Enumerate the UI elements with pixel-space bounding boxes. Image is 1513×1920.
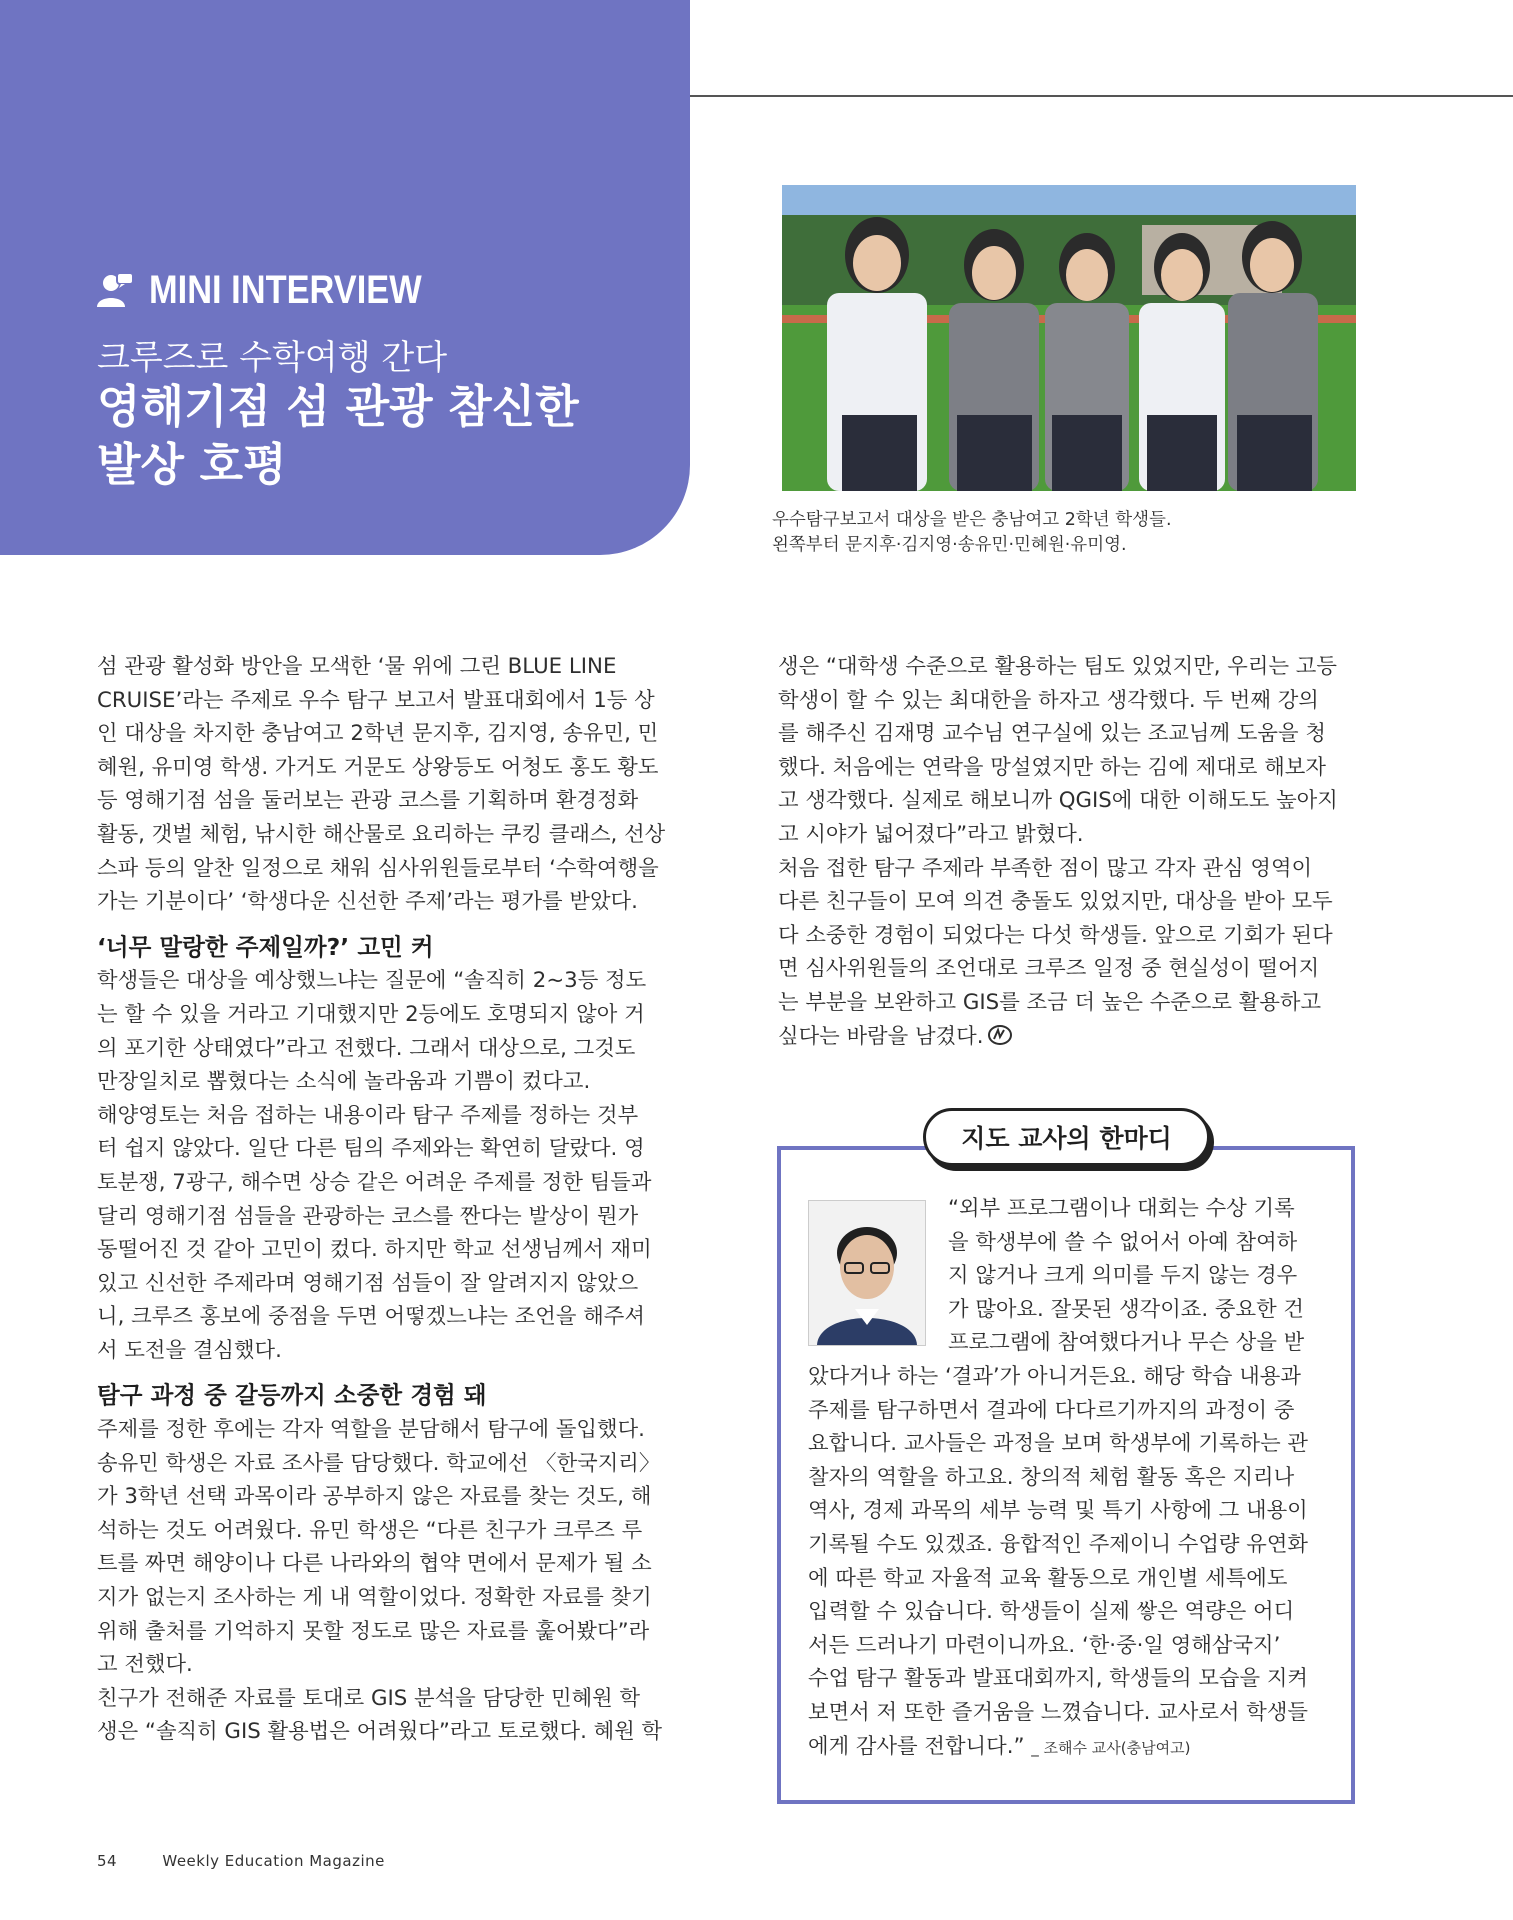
body-line: 학생이 할 수 있는 최대한을 하자고 생각했다. 두 번째 강의 (778, 687, 1319, 713)
body-line: 생은 “대학생 수준으로 활용하는 팀도 있었지만, 우리는 고등 (778, 654, 1337, 679)
quote-line: 에 따른 학교 자율적 교육 활동으로 개인별 세특에도 (808, 1565, 1288, 1591)
body-line: 처음 접한 탐구 주제라 부족한 점이 많고 각자 관심 영역이 (778, 855, 1313, 881)
article-headline (97, 378, 579, 494)
section-heading: ‘너무 말랑한 주제일까?’ 고민 커 (97, 932, 434, 961)
body-line: 고 전했다. (97, 1652, 193, 1678)
body-line: 동떨어진 것 같아 고민이 컸다. 하지만 학교 선생님께서 재미 (97, 1237, 652, 1263)
quote-line: 찰자의 역할을 하고요. 창의적 체험 활동 혹은 지리나 (808, 1464, 1295, 1490)
body-line: 는 부분을 보완하고 GIS를 조금 더 높은 수준으로 활용하고 (778, 989, 1322, 1015)
quote-attribution: _ 조해수 교사(충남여고) (1031, 1738, 1191, 1757)
headline-line: 발상 호평 (97, 438, 287, 491)
section-heading: 탐구 과정 중 갈등까지 소중한 경험 돼 (97, 1381, 487, 1410)
body-line: 고 시야가 넓어졌다”라고 밝혔다. (778, 821, 1084, 847)
body-line: 니, 크루즈 홍보에 중점을 두면 어떻겠느냐는 조언을 해주셔 (97, 1304, 645, 1330)
quote-line: 았다거나 하는 ‘결과’가 아니거든요. 해당 학습 내용과 (808, 1364, 1301, 1389)
body-line-last (778, 1020, 1358, 1054)
body-line: 가는 기분이다’ ‘학생다운 신선한 주제’라는 평가를 받았다. (97, 889, 638, 915)
teacher-box-title: 지도 교사의 한마디 (923, 1108, 1210, 1166)
quote-line: 역사, 경제 과목의 세부 능력 및 특기 사항에 그 내용이 (808, 1498, 1308, 1524)
body-line: 인 대상을 차지한 충남여고 2학년 문지후, 김지영, 송유민, 민 (97, 721, 659, 747)
body-line: 가 3학년 선택 과목이라 공부하지 않은 자료를 찾는 것도, 해 (97, 1484, 652, 1510)
right-column (778, 650, 1358, 1053)
headline-line: 영해기점 섬 관광 참신한 (97, 380, 579, 433)
article-subtitle: 크루즈로 수학여행 간다 (97, 338, 448, 378)
body-line: 친구가 전해준 자료를 토대로 GIS 분석을 담당한 민혜원 학 (97, 1685, 641, 1711)
body-line: 해양영토는 처음 접하는 내용이라 탐구 주제를 정하는 것부 (97, 1102, 639, 1128)
top-rule (690, 95, 1513, 97)
body-line: 는 할 수 있을 거라고 기대했지만 2등에도 호명되지 않아 거 (97, 1001, 645, 1027)
body-line: 지가 없는지 조사하는 게 내 역할이었다. 정확한 자료를 찾기 (97, 1585, 652, 1611)
body-line: 만장일치로 뽑혔다는 소식에 놀라움과 기쁨이 컸다고. (97, 1069, 591, 1095)
body-line: 했다. 처음에는 연락을 망설였지만 하는 김에 제대로 해보자 (778, 754, 1326, 780)
body-line: 고 생각했다. 실제로 해보니까 QGIS에 대한 이해도도 높아지 (778, 788, 1338, 814)
body-line: 터 쉽지 않았다. 일단 다른 팀의 주제와는 확연히 달랐다. 영 (97, 1136, 645, 1162)
quote-line: 주제를 탐구하면서 결과에 다다르기까지의 과정이 중 (808, 1397, 1295, 1423)
quote-line: 요합니다. 교사들은 과정을 보며 학생부에 기록하는 관 (808, 1431, 1308, 1457)
quote-line: “외부 프로그램이나 대회는 수상 기록 (948, 1196, 1295, 1221)
body-line: 면 심사위원들의 조언대로 크루즈 일정 중 현실성이 떨어지 (778, 956, 1320, 982)
body-line: 다른 친구들이 모여 의견 충돌도 있었지만, 대상을 받아 모두 (778, 889, 1333, 915)
body-line: 스파 등의 알찬 일정으로 채워 심사위원들로부터 ‘수학여행을 (97, 855, 659, 881)
quote-last-text: 에게 감사를 전합니다.” (808, 1733, 1025, 1759)
body-line: 혜원, 유미영 학생. 가거도 거문도 상왕등도 어청도 홍도 황도 (97, 754, 659, 780)
caption-line: 우수탐구보고서 대상을 받은 충남여고 2학년 학생들. (772, 510, 1172, 530)
body-line: 달리 영해기점 섬들을 관광하는 코스를 짠다는 발상이 뭔가 (97, 1203, 639, 1229)
magazine-end-mark-icon (987, 1024, 1013, 1046)
quote-line: 서든 드러나기 마련이니까요. ‘한·중·일 영해삼국지’ (808, 1632, 1281, 1658)
body-line: 트를 짜면 해양이나 다른 나라와의 협약 면에서 문제가 될 소 (97, 1551, 652, 1577)
quote-line: 입력할 수 있습니다. 학생들이 실제 쌓은 역량은 어디 (808, 1599, 1295, 1625)
page-number: 54 (97, 1852, 118, 1870)
quote-line: 을 학생부에 쓸 수 없어서 아예 참여하 (948, 1229, 1298, 1255)
body-line: 생은 “솔직히 GIS 활용법은 어려웠다”라고 토로했다. 혜원 학 (97, 1719, 663, 1745)
magazine-name: Weekly Education Magazine (162, 1852, 385, 1870)
body-line: 등 영해기점 섬을 둘러보는 관광 코스를 기획하며 환경정화 (97, 788, 639, 814)
teacher-quote-top (948, 1192, 1304, 1360)
body-line: 섬 관광 활성화 방안을 모색한 ‘물 위에 그린 BLUE LINE (97, 654, 617, 679)
mini-interview-heading (95, 268, 466, 313)
photo-caption (772, 508, 1172, 558)
body-line: 있고 신선한 주제라며 영해기점 섬들이 잘 알려지지 않았으 (97, 1270, 639, 1296)
page-footer (97, 1852, 385, 1870)
body-line: 주제를 정한 후에는 각자 역할을 분담해서 탐구에 돌입했다. (97, 1417, 645, 1443)
section-label: MINI INTERVIEW (149, 268, 422, 312)
body-line: 의 포기한 상태였다”라고 전했다. 그래서 대상으로, 그것도 (97, 1035, 636, 1061)
body-line: 석하는 것도 어려웠다. 유민 학생은 “다른 친구가 크루즈 루 (97, 1517, 643, 1543)
body-line: 다 소중한 경험이 되었다는 다섯 학생들. 앞으로 기회가 된다 (778, 922, 1333, 948)
body-line: 위해 출처를 기억하지 못할 정도로 많은 자료를 훑어봤다”라 (97, 1618, 650, 1644)
body-line: 활동, 갯벌 체험, 낚시한 해산물로 요리하는 쿠킹 클래스, 선상 (97, 821, 666, 847)
quote-line: 보면서 저 또한 즐거움을 느꼈습니다. 교사로서 학생들 (808, 1699, 1308, 1725)
body-line: 토분쟁, 7광구, 해수면 상승 같은 어려운 주제를 정한 팀들과 (97, 1169, 652, 1195)
caption-line: 왼쪽부터 문지후·김지영·송유민·민혜원·유미영. (772, 535, 1127, 555)
quote-line: 기록될 수도 있겠죠. 융합적인 주제이니 수업량 유연화 (808, 1531, 1308, 1557)
quote-line-last (808, 1730, 1308, 1766)
body-line: 를 해주신 김재명 교수님 연구실에 있는 조교님께 도움을 청 (778, 721, 1326, 747)
students-photo (782, 185, 1356, 491)
quote-line: 가 많아요. 잘못된 생각이죠. 중요한 건 (948, 1296, 1304, 1322)
last-line-text: 싶다는 바람을 남겼다. (778, 1023, 984, 1049)
left-column (97, 650, 677, 1749)
body-line: 학생들은 대상을 예상했느냐는 질문에 “솔직히 2~3등 정도 (97, 968, 647, 994)
quote-line: 지 않거나 크게 의미를 두지 않는 경우 (948, 1263, 1298, 1289)
body-line: 서 도전을 결심했다. (97, 1337, 282, 1363)
quote-line: 프로그램에 참여했다거나 무슨 상을 받 (948, 1330, 1305, 1356)
teacher-portrait (808, 1200, 926, 1346)
quote-line: 수업 탐구 활동과 발표대회까지, 학생들의 모습을 지켜 (808, 1666, 1308, 1692)
body-line: CRUISE’라는 주제로 우수 탐구 보고서 발표대회에서 1등 상 (97, 687, 655, 713)
interview-person-icon (95, 271, 135, 311)
teacher-quote-bottom (808, 1360, 1308, 1765)
body-line: 송유민 학생은 자료 조사를 담당했다. 학교에선 〈한국지리〉 (97, 1450, 661, 1476)
